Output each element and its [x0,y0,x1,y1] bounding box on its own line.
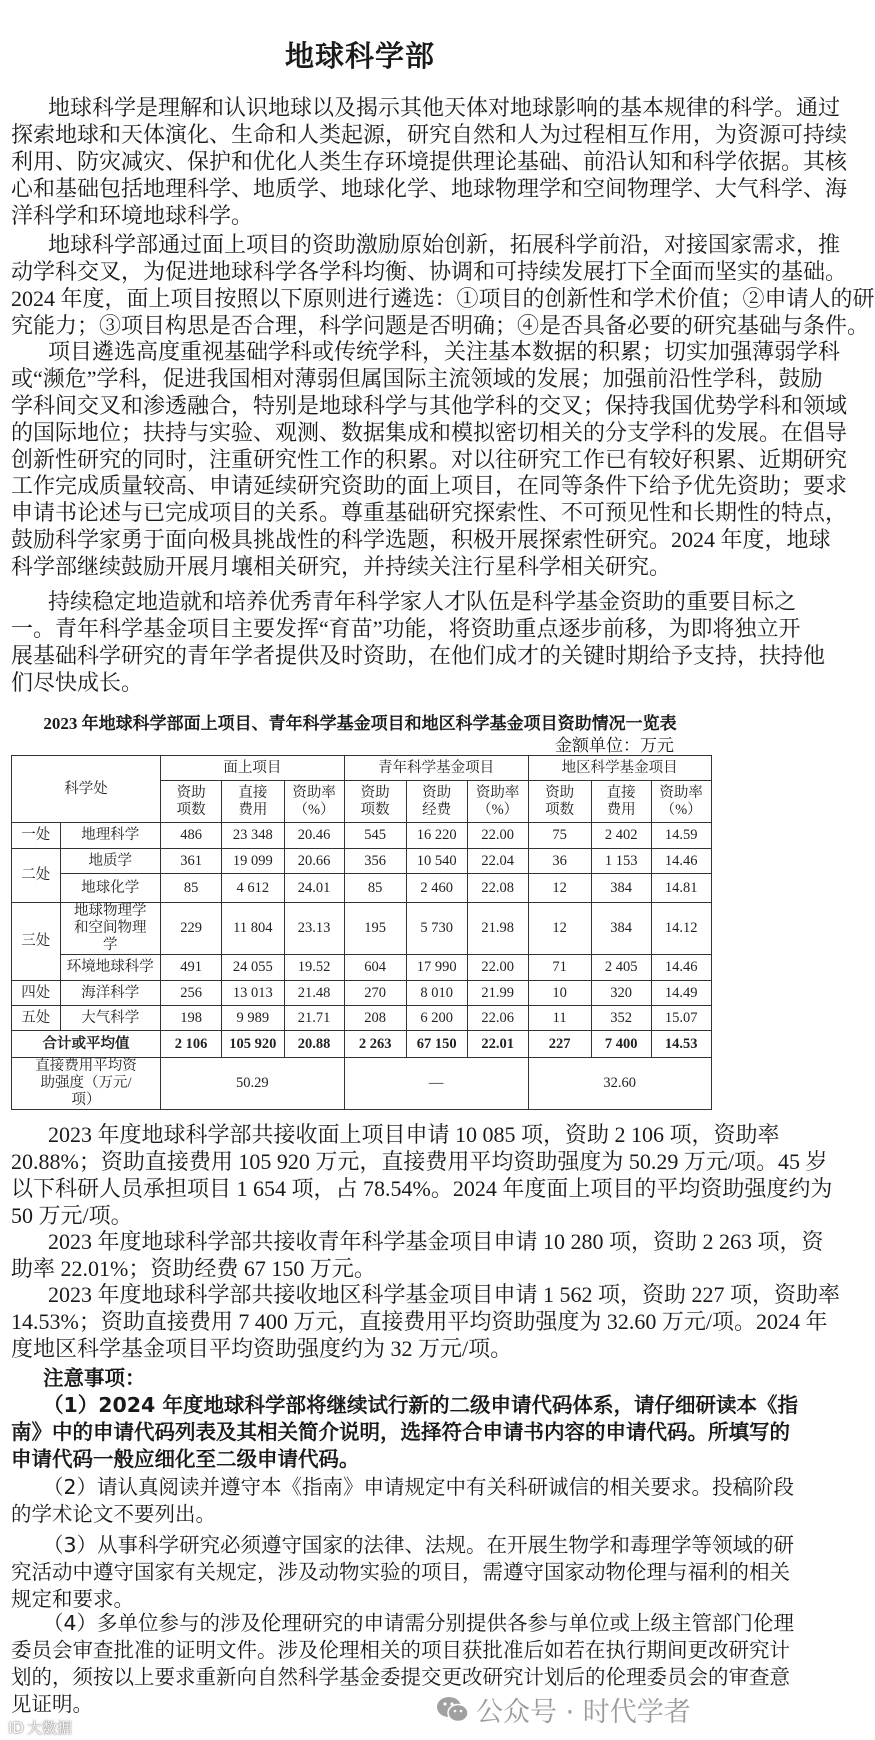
subheader [467,781,528,823]
text-line: 度地区科学基金项目平均资助强度约为 32 万元/项。 [11,1335,513,1361]
text-line: 委员会审查批准的证明文件。涉及伦理相关的项目获批准后如若在执行期间更改研究计 [11,1637,790,1662]
header-corner: 科学处 [12,756,161,823]
text-line: 究活动中遵守国家有关规定，涉及动物实验的项目，需遵守国家动物伦理与福利的相关 [11,1559,790,1584]
text-line: 20.88%；资助直接费用 105 920 万元，直接费用平均资助强度为 50.29 万元/项。45 岁 [11,1148,828,1174]
table-cell: 6 200 [406,1006,467,1031]
subject-cell: 环境地球科学 [60,955,161,981]
table-cell: 21.98 [467,903,528,955]
paragraph [11,589,826,697]
office-cell: 三处 [12,903,61,981]
table-cell: 21.71 [284,1006,344,1031]
text-line: 申请书论述与已完成项目的关系。尊重基础研究探索性、不可预见性和长期性的特点， [11,500,848,526]
text-line: 2023 年度地球科学部共接收面上项目申请 10 085 项，资助 2 106 项，资助率 [48,1122,780,1147]
subject-cell: 地球化学 [60,874,161,903]
table-cell: 14.46 [651,849,711,874]
text-line: 14.53%；资助直接费用 7 400 万元，直接费用平均资助强度为 32.60 万元/项。2024 年 [11,1308,828,1334]
table-cell: 14.81 [651,874,711,903]
table-cell: 36 [528,849,591,874]
subheader-text: 项数 [360,801,390,818]
text-line: 地球科学是理解和认识地球以及揭示其他天体对地球影响的基本规律的科学。通过 [48,95,841,120]
text-line: 以下科研人员承担项目 1 654 项，占 78.54%。2024 年度面上项目的平均资助强度约为 [11,1175,833,1201]
text-line: （2）请认真阅读并遵守本《指南》申请规定中有关科研诚信的相关要求。投稿阶段 [43,1475,795,1499]
text-line: 地球科学部通过面上项目的资助激励原始创新，拓展科学前沿，对接国家需求，推 [48,232,841,257]
subheader-text: （%） [477,801,519,818]
subheader [284,781,344,823]
wechat-watermark [436,1690,691,1729]
text-line: 规定和要求。 [11,1586,134,1611]
table-cell: 4 612 [222,874,285,903]
subject-cell: 大气科学 [60,1006,161,1031]
table-row [12,903,712,955]
text-line: 的学术论文不要列出。 [11,1501,216,1526]
text-line: 鼓励科学家勇于面向极具挑战性的科学选题，积极开展探索性研究。2024 年度，地球 [11,527,831,553]
group-header: 青年科学基金项目 [344,756,528,781]
funding-table [11,755,712,1110]
table-cell: 14.46 [651,955,711,981]
table-cell: 270 [344,981,406,1006]
table-cell: 486 [161,823,222,849]
table-cell: 352 [591,1006,651,1031]
table-cell: 208 [344,1006,406,1031]
text-line: 创新性研究的同时，注重研究性工作的积累。对以往研究工作已有较好积累、近期研究 [11,446,848,472]
subject-cell: 地质学 [60,849,161,874]
text-line: 南》中的申请代码列表及其相关简介说明，选择符合申请书内容的申请代码。所填写的 [11,1419,790,1444]
text-line: 2023 年度地球科学部共接收青年科学基金项目申请 10 280 项，资助 2 263 项，资 [48,1229,824,1254]
table-cell: 85 [161,874,222,903]
text-line: （1）2024 年度地球科学部将继续试行新的二级申请代码体系，请仔细研读本《指 [43,1393,798,1417]
watermark-text: 公众号 · 时代学者 [476,1697,691,1728]
table-cell: 545 [344,823,406,849]
paragraph [11,95,848,229]
table-cell: 12 [528,903,591,955]
text-line: 工作完成质量较高、申请延续研究资助的面上项目，在同等条件下给予优先资助；要求 [11,473,848,499]
total-label: 合计或平均值 [12,1031,161,1058]
subheader-text: 经费 [422,801,452,818]
subheader-text: 资助 [422,784,452,801]
table-cell: 14.59 [651,823,711,849]
table-cell: 20.88 [284,1031,344,1058]
note-item [11,1474,795,1528]
table-cell: 10 540 [406,849,467,874]
table-cell: 15.07 [651,1006,711,1031]
subheader [651,781,711,823]
table-cell: 14.53 [651,1031,711,1058]
subheader [161,781,222,823]
group-header: 地区科学基金项目 [528,756,711,781]
note-item [11,1532,795,1613]
paragraph [11,1229,824,1283]
subheader-text: 直接 [238,784,268,801]
subject-cell: 地理科学 [60,823,161,849]
table-cell: 22.08 [467,874,528,903]
table-cell: 12 [528,874,591,903]
table-cell: 22.06 [467,1006,528,1031]
text-line: 或“濒危”学科，促进我国相对薄弱但属国际主流领域的发展；加强前沿性学科，鼓励 [11,365,823,391]
table-cell: 384 [591,874,651,903]
table-row [12,981,712,1006]
subheader-text: 直接 [606,784,636,801]
subheader [222,781,285,823]
text-line: 探索地球和天体演化、生命和人类起源，研究自然和人为过程相互作用，为资源可持续 [11,121,848,147]
table-cell: 9 989 [222,1006,285,1031]
table-cell: 14.49 [651,981,711,1006]
table-cell: 320 [591,981,651,1006]
subheader [406,781,467,823]
subheader-text: 项数 [176,801,206,818]
notes-heading: 注意事项： [43,1366,146,1390]
text-line: 洋科学和环境地球科学。 [11,202,254,228]
table-cell: 7 400 [591,1031,651,1058]
table-cell: 22.01 [467,1031,528,1058]
intensity-label: 直接费用平均资助强度（万元/项） [12,1058,161,1110]
table-cell: 8 010 [406,981,467,1006]
table-cell: 105 920 [222,1031,285,1058]
table-cell: 24.01 [284,874,344,903]
table-cell: 85 [344,874,406,903]
text-line: 科学部继续鼓励开展月壤相关研究，并持续关注行星科学相关研究。 [11,554,672,580]
subheader-text: 资助 [545,784,575,801]
subject-cell: 地球物理学和空间物理学 [60,903,161,955]
subheader-text: 资助 [360,784,390,801]
header-row [12,756,712,781]
office-cell: 五处 [12,1006,61,1031]
notes-title [11,1365,710,1392]
text-line: 划的，须按以上要求重新向自然科学基金委提交更改研究计划后的伦理委员会的审查意 [11,1664,790,1689]
group-header: 面上项目 [161,756,345,781]
subheader-text: （%） [293,801,335,818]
table-row [12,849,712,874]
text-line: 助率 22.01%；资助经费 67 150 万元。 [11,1255,376,1281]
intensity-row [12,1058,712,1110]
paragraph [11,339,848,581]
table-cell: 75 [528,823,591,849]
subheader [591,781,651,823]
table-cell: 22.00 [467,823,528,849]
text-line: 究能力；③项目构思是否合理，科学问题是否明确；④是否具备必要的研究基础与条件。 [11,312,870,338]
text-line: 心和基础包括地理科学、地质学、地球化学、地球物理学和空间物理学、大气科学、海 [11,175,848,201]
table-cell: 71 [528,955,591,981]
table-cell: 2 402 [591,823,651,849]
table-cell: 17 990 [406,955,467,981]
text-line: 50 万元/项。 [11,1202,133,1228]
table-unit: 金额单位：万元 [555,736,674,755]
subject-cell: 海洋科学 [60,981,161,1006]
table-row [12,955,712,981]
table-cell: 604 [344,955,406,981]
table-title: 2023 年地球科学部面上项目、青年科学基金项目和地区科学基金项目资助情况一览表 [43,714,677,733]
text-line: 展基础科学研究的青年学者提供及时资助，在他们成才的关键时期给予支持，扶持他 [11,642,826,668]
table-cell: 2 106 [161,1031,222,1058]
table-cell: 2 460 [406,874,467,903]
table-cell: 19.52 [284,955,344,981]
table-cell: 195 [344,903,406,955]
subheader [344,781,406,823]
text-line: 2024 年度，面上项目按照以下原则进行遴选：①项目的创新性和学术价值；②申请人的研 [11,285,875,311]
table-cell: 13 013 [222,981,285,1006]
table-cell: 11 [528,1006,591,1031]
text-line: 们尽快成长。 [11,669,144,695]
logo-mark-icon: ID [8,1718,24,1737]
table-cell: 1 153 [591,849,651,874]
table-cell: 32.60 [528,1058,711,1110]
office-cell: 一处 [12,823,61,849]
table-cell: — [344,1058,528,1110]
table-cell: 21.99 [467,981,528,1006]
text-line: 的国际地位；扶持与实验、观测、数据集成和模拟密切相关的分支学科的发展。在倡导 [11,419,848,445]
paragraph [11,232,875,340]
logo-text: 大数据 [26,1719,72,1737]
table-cell: 2 263 [344,1031,406,1058]
table-row [12,874,712,903]
table-cell: 384 [591,903,651,955]
subheader-text: （%） [660,801,702,818]
table-cell: 198 [161,1006,222,1031]
text-line: （3）从事科学研究必须遵守国家的法律、法规。在开展生物学和毒理学等领域的研 [43,1533,795,1557]
subheader-text: 资助率 [659,784,703,801]
table-cell: 50.29 [161,1058,345,1110]
table-cell: 2 405 [591,955,651,981]
table-cell: 19 099 [222,849,285,874]
table-cell: 5 730 [406,903,467,955]
table-cell: 23.13 [284,903,344,955]
table-cell: 10 [528,981,591,1006]
paragraph [11,1282,841,1363]
text-line: 一。青年科学基金项目主要发挥“育苗”功能，将资助重点逐步前移，为即将独立开 [11,615,801,641]
subheader-text: 资助率 [475,784,520,801]
subheader-text: 资助 [176,784,206,801]
table-cell: 20.46 [284,823,344,849]
text-line: 持续稳定地造就和培养优秀青年科学家人才队伍是科学基金资助的重要目标之 [48,589,797,614]
text-line: 2023 年度地球科学部共接收地区科学基金项目申请 1 562 项，资助 227 项，资助率 [48,1282,841,1307]
subheader-text: 资助率 [292,784,336,801]
table-cell: 23 348 [222,823,285,849]
table-cell: 356 [344,849,406,874]
table-cell: 227 [528,1031,591,1058]
corner-logo [8,1717,72,1738]
table-row [12,1006,712,1031]
table-cell: 11 804 [222,903,285,955]
table-cell: 22.04 [467,849,528,874]
page-title: 地球科学部 [284,41,435,73]
table-cell: 256 [161,981,222,1006]
office-cell: 四处 [12,981,61,1006]
table-cell: 24 055 [222,955,285,981]
subheader-text: 费用 [606,801,636,818]
wechat-icon [436,1696,470,1724]
text-line: （4）多单位参与的涉及伦理研究的申请需分别提供各参与单位或上级主管部门伦理 [43,1611,795,1635]
text-line: 学科间交叉和渗透融合，特别是地球科学与其他学科的交叉；保持我国优势学科和领域 [11,392,848,418]
table-row [12,823,712,849]
office-cell: 二处 [12,849,61,903]
text-line: 见证明。 [11,1691,93,1716]
total-row [12,1031,712,1058]
subheader [528,781,591,823]
subheader-text: 费用 [238,801,268,818]
text-line: 项目遴选高度重视基础学科或传统学科，关注基本数据的积累；切实加强薄弱学科 [48,339,841,364]
table-cell: 16 220 [406,823,467,849]
table-cell: 491 [161,955,222,981]
table-cell: 14.12 [651,903,711,955]
text-line: 动学科交叉，为促进地球科学各学科均衡、协调和可持续发展打下全面而坚实的基础。 [11,258,848,284]
text-line: 利用、防灾减灾、保护和优化人类生存环境提供理论基础、前沿认知和科学依据。其核 [11,148,848,174]
table-cell: 20.66 [284,849,344,874]
subheader-text: 项数 [545,801,575,818]
table-cell: 229 [161,903,222,955]
paragraph [11,1122,833,1230]
table-cell: 22.00 [467,955,528,981]
text-line: 申请代码一般应细化至二级申请代码。 [11,1446,360,1471]
table-cell: 67 150 [406,1031,467,1058]
table-cell: 361 [161,849,222,874]
note-item [11,1392,798,1473]
table-cell: 21.48 [284,981,344,1006]
